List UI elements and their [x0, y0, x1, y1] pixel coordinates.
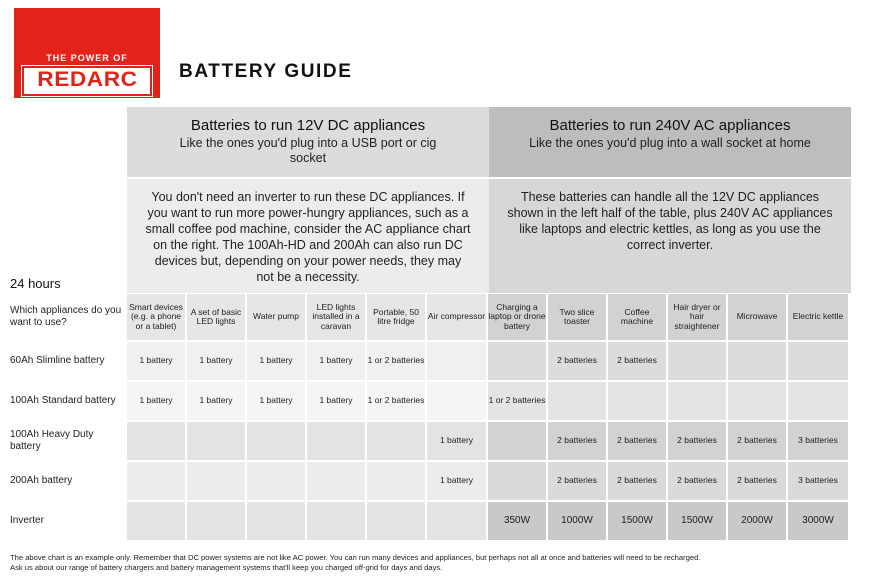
- table-cell: [668, 382, 728, 422]
- table-cell: [367, 502, 427, 542]
- table-cell: [548, 382, 608, 422]
- table-cell: [247, 462, 307, 502]
- column-header: Water pump: [247, 294, 307, 342]
- table-cell: [187, 502, 247, 542]
- column-header: Air compressor: [427, 294, 488, 342]
- column-header: Smart devices (e.g. a phone or a tablet): [127, 294, 187, 342]
- footnote: [10, 553, 870, 572]
- table-cell: [127, 502, 187, 542]
- table-cell: [127, 462, 187, 502]
- column-header: LED lights installed in a caravan: [307, 294, 367, 342]
- table-cell: 3 batteries: [788, 462, 850, 502]
- row-label: 200Ah battery: [6, 462, 127, 502]
- table-cell: 1 or 2 batteries: [488, 382, 548, 422]
- dc-section-header: [127, 107, 489, 177]
- table-cell: 1 battery: [187, 382, 247, 422]
- page-title: BATTERY GUIDE: [179, 61, 353, 82]
- table-cell: [788, 382, 850, 422]
- row-label: 60Ah Slimline battery: [6, 342, 127, 382]
- row-label: Inverter: [6, 502, 127, 542]
- table-cell: 3000W: [788, 502, 850, 542]
- dc-description-text: You don't need an inverter to run these DC appliances. If you want to run more power-hungry appliances, such as a small coffee pod machine, consider the AC appliance chart on the right. The 100Ah-HD and 200Ah can also run DC devices but, depending on your power needs, they may not be a necessity.: [145, 190, 471, 284]
- table-cell: [247, 422, 307, 462]
- footnote-line-1: The above chart is an example only. Remember that DC power systems are not like AC power. You can run many devices and appliances, but perhaps not all at once and batteries will need to be recharged.: [10, 553, 701, 562]
- appliance-question: Which appliances do you want to use?: [6, 294, 127, 342]
- table-header-row: [6, 294, 850, 342]
- ac-section-description: [489, 179, 851, 293]
- table-cell: [307, 422, 367, 462]
- table-cell: 1000W: [548, 502, 608, 542]
- table-cell: 1500W: [668, 502, 728, 542]
- table-row: [6, 502, 850, 542]
- table-cell: [367, 422, 427, 462]
- battery-guide-table: [6, 294, 850, 542]
- table-cell: 2000W: [728, 502, 788, 542]
- table-cell: [427, 502, 488, 542]
- table-row: [6, 342, 850, 382]
- table-cell: [728, 342, 788, 382]
- row-label: 100Ah Heavy Duty battery: [6, 422, 127, 462]
- table-cell: 2 batteries: [608, 422, 668, 462]
- logo-wordmark-text: REDARC: [36, 68, 138, 91]
- table-cell: 1 battery: [307, 342, 367, 382]
- ac-description-text: These batteries can handle all the 12V DC appliances shown in the left half of the table, plus 240V AC appliances like laptops and electric kettles, as long as you use the correct inverter.: [507, 190, 833, 252]
- table-cell: 1 battery: [247, 342, 307, 382]
- dc-section-subtitle: Like the ones you'd plug into a USB port or cig socket: [179, 136, 437, 165]
- table-cell: 2 batteries: [668, 422, 728, 462]
- table-cell: [187, 462, 247, 502]
- column-header: Portable, 50 litre fridge: [367, 294, 427, 342]
- table-row: [6, 422, 850, 462]
- table-row: [6, 462, 850, 502]
- table-cell: 1 battery: [427, 462, 488, 502]
- logo-wordmark: [22, 66, 152, 96]
- redarc-logo: [14, 8, 160, 98]
- table-cell: [488, 422, 548, 462]
- column-header: Coffee machine: [608, 294, 668, 342]
- table-cell: [668, 342, 728, 382]
- dc-section-description: [127, 179, 489, 293]
- table-cell: 2 batteries: [548, 422, 608, 462]
- table-cell: [307, 462, 367, 502]
- table-cell: [427, 382, 488, 422]
- ac-section-title: Batteries to run 240V AC appliances: [549, 117, 791, 134]
- table-cell: 3 batteries: [788, 422, 850, 462]
- footnote-line-2: Ask us about our range of battery chargers and battery management systems that'll keep you charged off-grid for days and days.: [10, 562, 443, 572]
- ac-section-header: [489, 107, 851, 177]
- table-cell: [488, 342, 548, 382]
- table-cell: 350W: [488, 502, 548, 542]
- ac-section-subtitle: Like the ones you'd plug into a wall socket at home: [529, 136, 811, 150]
- logo-tagline: THE POWER OF: [46, 53, 128, 63]
- column-header: A set of basic LED lights: [187, 294, 247, 342]
- table-cell: 2 batteries: [668, 462, 728, 502]
- table-cell: 1 battery: [427, 422, 488, 462]
- row-label: 100Ah Standard battery: [6, 382, 127, 422]
- table-cell: 2 batteries: [608, 462, 668, 502]
- table-cell: 2 batteries: [608, 342, 668, 382]
- table-cell: [127, 422, 187, 462]
- column-header: Microwave: [728, 294, 788, 342]
- table-cell: 1 or 2 batteries: [367, 382, 427, 422]
- dc-section-title: Batteries to run 12V DC appliances: [190, 117, 426, 134]
- table-cell: 1 battery: [127, 382, 187, 422]
- table-cell: [247, 502, 307, 542]
- table-cell: [307, 502, 367, 542]
- column-header: Two slice toaster: [548, 294, 608, 342]
- table-cell: 1 battery: [127, 342, 187, 382]
- table-cell: [367, 462, 427, 502]
- table-cell: [728, 382, 788, 422]
- table-cell: 1 battery: [307, 382, 367, 422]
- hours-label: 24 hours: [10, 276, 61, 291]
- table-cell: [608, 382, 668, 422]
- table-cell: 1 or 2 batteries: [367, 342, 427, 382]
- table-cell: [488, 462, 548, 502]
- table-cell: 2 batteries: [548, 342, 608, 382]
- table-cell: [187, 422, 247, 462]
- table-cell: 1500W: [608, 502, 668, 542]
- table-cell: [427, 342, 488, 382]
- column-header: Charging a laptop or drone battery: [488, 294, 548, 342]
- column-header: Hair dryer or hair straightener: [668, 294, 728, 342]
- table-cell: 1 battery: [247, 382, 307, 422]
- table-cell: [788, 342, 850, 382]
- table-cell: 1 battery: [187, 342, 247, 382]
- table-cell: 2 batteries: [548, 462, 608, 502]
- table-row: [6, 382, 850, 422]
- table-cell: 2 batteries: [728, 462, 788, 502]
- table-cell: 2 batteries: [728, 422, 788, 462]
- column-header: Electric kettle: [788, 294, 850, 342]
